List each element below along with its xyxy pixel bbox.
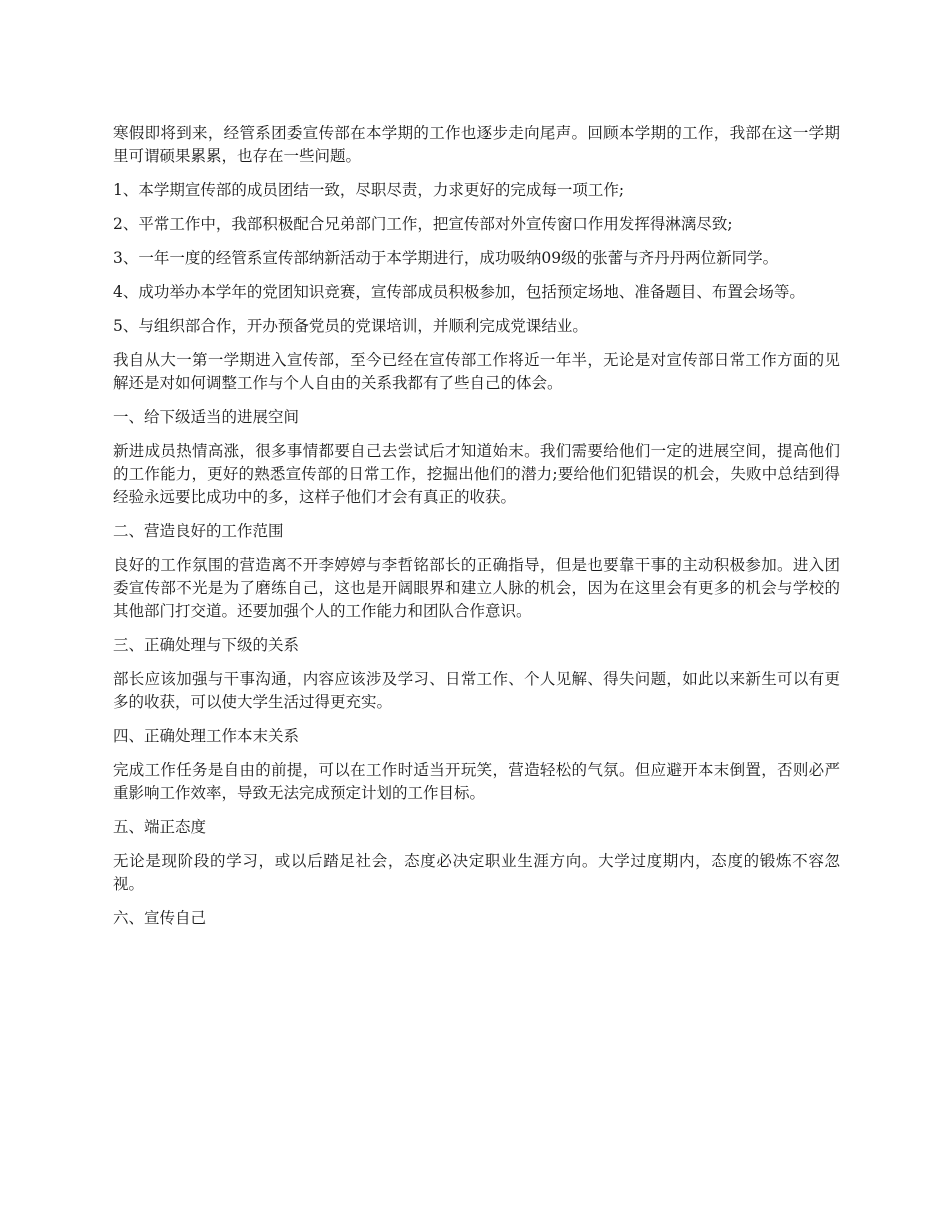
document-page	[113, 122, 840, 941]
section-heading: 五、端正态度	[113, 818, 207, 836]
reflection-paragraph: 我自从大一第一学期进入宣传部，至今已经在宣传部工作将近一年半，无论是对宣传部日常工作方面的见解还是对如何调整工作与个人自由的关系我都有了些自己的体会。	[113, 351, 840, 392]
section-heading: 六、宣传自己	[113, 909, 207, 927]
section-body: 良好的工作氛围的营造离不开李婷婷与李哲铭部长的正确指导，但是也要靠干事的主动积极参加。进入团委宣传部不光是为了磨练自己，这也是开阔眼界和建立人脉的机会，因为在这里会有更多的机会与学校的其他部门打交道。还要加强个人的工作能力和团队合作意识。	[113, 556, 840, 620]
section-body: 完成工作任务是自由的前提，可以在工作时适当开玩笑，营造轻松的气氛。但应避开本末倒置，否则必严重影响工作效率，导致无法完成预定计划的工作目标。	[113, 761, 840, 802]
section-heading: 四、正确处理工作本末关系	[113, 727, 300, 745]
achievement-item: 2、平常工作中，我部积极配合兄弟部门工作，把宣传部对外宣传窗口作用发挥得淋漓尽致;	[113, 215, 733, 233]
section-heading: 一、给下级适当的进展空间	[113, 408, 300, 426]
achievement-item: 3、一年一度的经管系宣传部纳新活动于本学期进行，成功吸纳09级的张蕾与齐丹丹两位新同学。	[113, 249, 779, 267]
section-heading: 三、正确处理与下级的关系	[113, 636, 300, 654]
achievement-item: 4、成功举办本学年的党团知识竞赛，宣传部成员积极参加，包括预定场地、准备题目、布置会场等。	[113, 283, 805, 301]
section-body: 新进成员热情高涨，很多事情都要自己去尝试后才知道始末。我们需要给他们一定的进展空间，提高他们的工作能力，更好的熟悉宣传部的日常工作，挖掘出他们的潜力;要给他们犯错误的机会，失败中总结到得经验永远要比成功中的多，这样子他们才会有真正的收获。	[113, 442, 840, 506]
section-body: 无论是现阶段的学习，或以后踏足社会，态度必决定职业生涯方向。大学过度期内，态度的锻炼不容忽视。	[113, 852, 840, 893]
achievement-item: 1、本学期宣传部的成员团结一致，尽职尽责，力求更好的完成每一项工作;	[113, 181, 625, 199]
intro-paragraph: 寒假即将到来，经管系团委宣传部在本学期的工作也逐步走向尾声。回顾本学期的工作，我部在这一学期里可谓硕果累累，也存在一些问题。	[113, 124, 840, 165]
section-heading: 二、营造良好的工作范围	[113, 522, 284, 540]
section-body: 部长应该加强与干事沟通，内容应该涉及学习、日常工作、个人见解、得失问题，如此以来新生可以有更多的收获，可以使大学生活过得更充实。	[113, 670, 840, 711]
achievement-item: 5、与组织部合作，开办预备党员的党课培训，并顺利完成党课结业。	[113, 317, 588, 335]
